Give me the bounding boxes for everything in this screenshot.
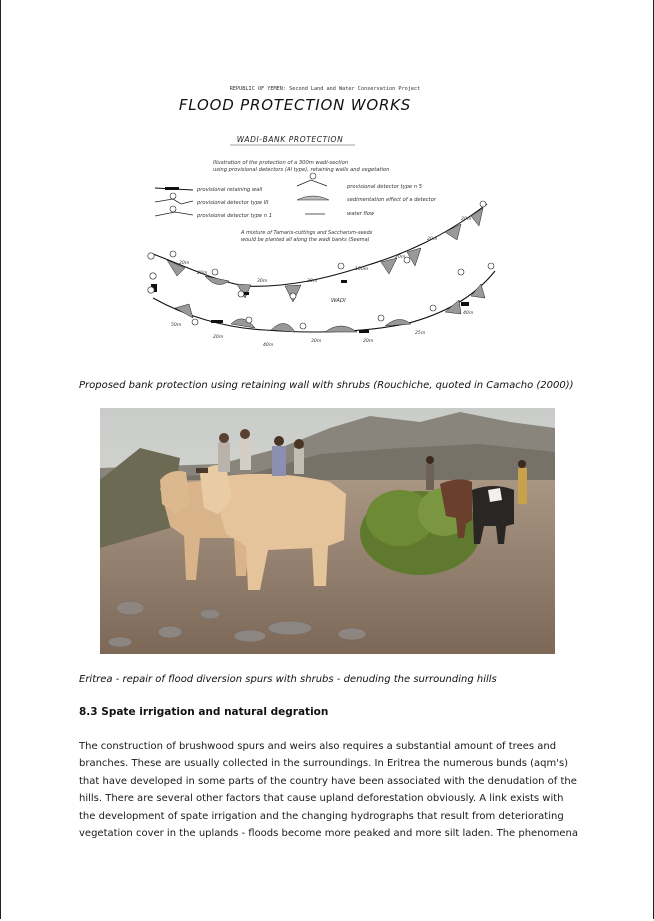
- flood-protection-sketch: [145, 76, 505, 354]
- sketch-legend: [155, 173, 437, 219]
- photo-illustration: [100, 408, 555, 654]
- dist-label-13: 20m: [363, 339, 374, 344]
- caption-photo: Eritrea - repair of flood diversion spurs with shrubs - denuding the surrounding hills: [79, 674, 497, 685]
- sketch-note-line-1: Illustration of the protection of a 300m wadi-section: [213, 160, 349, 166]
- dist-label-2: 20m: [197, 271, 208, 276]
- dist-label-9: 50m: [171, 323, 182, 328]
- body-line-5: the development of spate irrigation and the changing hydrographs that result from deteriorating: [79, 810, 564, 822]
- body-line-2: branches. These are usually collected in the surroundings. In Eritrea the numerous bunds (aqm's): [79, 758, 569, 770]
- dist-label-11: 40m: [263, 343, 274, 348]
- dist-label-4: 20m: [307, 279, 318, 284]
- legend-right-1: provisional detector type n 5: [347, 184, 423, 190]
- legend-left-1: provisional retaining wall: [197, 187, 263, 193]
- dist-label-14: 25m: [415, 331, 426, 336]
- dist-label-10: 20m: [213, 335, 224, 340]
- caption-sketch: Proposed bank protection using retaining wall with shrubs (Rouchiche, quoted in Camacho (2000)): [79, 380, 574, 391]
- body-line-4: hills. There are several other factors that cause upland deforestation obviously. A link exists with: [79, 793, 564, 805]
- body-paragraph: [79, 738, 579, 842]
- sketch-title: FLOOD PROTECTION WORKS: [178, 96, 412, 114]
- dist-label-12: 30m: [311, 339, 322, 344]
- mixture-note-1: A mixture of Tamarix-cuttings and Saccharum-seeds: [241, 230, 373, 236]
- eritrea-oxen-photo: [100, 408, 555, 654]
- sketch-subtitle: WADI-BANK PROTECTION: [236, 135, 344, 144]
- dist-label-15: 40m: [463, 311, 474, 316]
- mixture-note-2: would be planted all along the wadi banks (Seema): [241, 237, 370, 243]
- wadi-label: WADI: [331, 298, 346, 304]
- body-line-3: that have developed in some parts of the country have been associated with the denudation of the: [79, 775, 577, 787]
- body-line-6: vegetation cover in the uplands - floods become more peaked and more silt laden. The phenomena: [79, 828, 579, 840]
- body-line-1: The construction of brushwood spurs and weirs also requires a substantial amount of trees and: [79, 741, 557, 752]
- sketch-drawing: [145, 76, 505, 354]
- sketch-note-line-2: using provisional detectors (Al type), retaining walls and vegetation: [213, 167, 390, 173]
- legend-right-3: water flow: [347, 211, 375, 217]
- legend-left-3: provisional detector type n 1: [197, 213, 273, 219]
- dist-label-1: 20m: [179, 261, 190, 266]
- legend-left-2: provisional detector type III: [197, 200, 269, 206]
- dist-label-7: 20m: [427, 237, 438, 242]
- legend-right-2: sedimentation effect of a detector: [347, 197, 437, 203]
- section-heading: 8.3 Spate irrigation and natural degration: [79, 706, 329, 718]
- dist-label-8: 20m: [461, 217, 472, 222]
- dist-label-3: 30m: [257, 279, 268, 284]
- dist-label-6: 20m: [395, 255, 406, 260]
- sketch-header-line: REPUBLIC OF YEMEN: Second Land and Water Conservation Project: [229, 86, 421, 92]
- dist-label-5: 100m: [355, 267, 369, 272]
